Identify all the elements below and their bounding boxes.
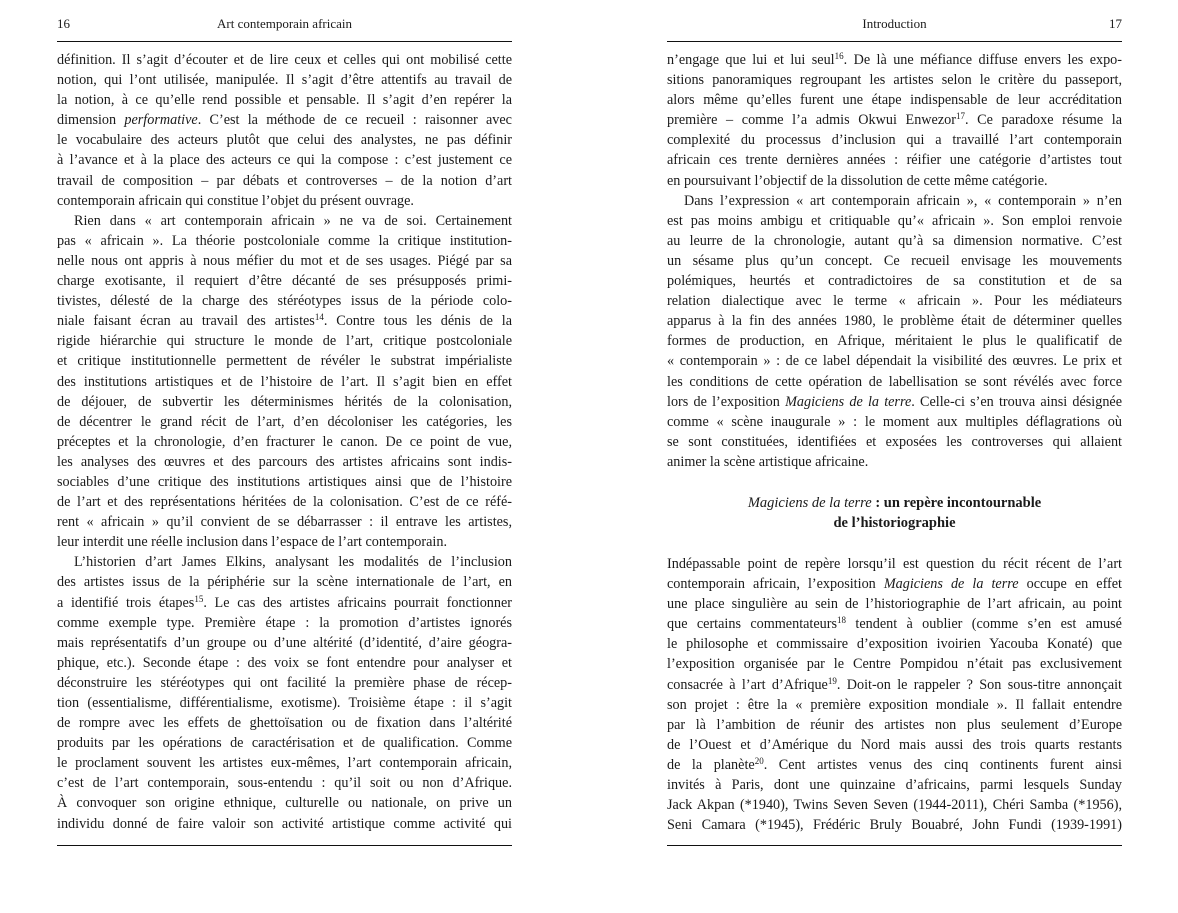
footnote-ref: 18 bbox=[837, 615, 847, 626]
italic-title: Magiciens de la terre bbox=[883, 576, 1019, 593]
section-heading bbox=[667, 493, 1122, 533]
heading-line-2: de l’historiographie bbox=[833, 515, 956, 531]
text-line: sitions panoramiques regroupant les artistes selon le critère du passeport, bbox=[667, 72, 1122, 89]
text-line: Indépassable point de repère lorsqu’il est question du récit récent de l’art bbox=[667, 556, 1122, 572]
text-line: au leurre de la chronologie, autant qu’à sa dimension normative. C’est bbox=[667, 232, 1122, 249]
text-line: travail de composition – par débats et controverses – de la notion d’art bbox=[57, 172, 512, 189]
text-line: niale faisant écran au travail des artistes$^{14}$. Contre tous les dénis de la bbox=[57, 312, 513, 330]
text-line: première – comme l’a admis Okwui Enwezor$^{17}$. Ce paradoxe résume la bbox=[667, 111, 1122, 129]
text-line: de l’Ouest et d’Amérique du Nord mais aussi des trois quarts restants bbox=[667, 736, 1122, 753]
text-line: c’est de l’art contemporain, sous-entendu : qu’il soit ou non d’Afrique. bbox=[57, 775, 512, 792]
text-line: et critique institutionnelle permettent de révéler le substrat impérialiste bbox=[57, 353, 512, 370]
text-line: contemporain africain qui constitue l’objet du présent ouvrage. bbox=[57, 192, 414, 209]
text-line: consacrée à l’art d’Afrique$^{19}$. Doit-on le rappeler ? Son sous-titre annonçait bbox=[667, 675, 1122, 693]
text-line: le philosophe et commissaire d’exposition ivoirien Yacouba Konaté) que bbox=[667, 636, 1122, 653]
text-line: pas « africain ». La théorie postcoloniale comme la critique institution- bbox=[57, 232, 512, 249]
text-line: des institutions artistiques et de l’histoire de l’art. Il s’agit bien en effet bbox=[57, 373, 512, 390]
text-line: a identifié trois étapes$^{15}$. Le cas des artistes africains pourrait fonctionner bbox=[57, 593, 512, 611]
footnote-ref: 20 bbox=[754, 755, 764, 766]
text-line: apparus à la fin des années 1980, le problème était de déterminer quelles bbox=[667, 313, 1122, 330]
text-line: n’engage que lui et lui seul$^{16}$. De là une méfiance diffuse envers les expo- bbox=[667, 51, 1122, 68]
text-line: en poursuivant l’objectif de la dissolution de cette même catégorie. bbox=[667, 172, 1048, 189]
text-line: est pas moins ambigu et critiquable qu’« africain ». Son emploi renvoie bbox=[667, 212, 1122, 229]
text-line: notion, qui l’ont utilisée, manipulée. Il s’agit d’être attentifs au travail de bbox=[57, 72, 512, 89]
text-line: animer la scène artistique africaine. bbox=[667, 453, 869, 470]
text-line: sociables d’une critique des institutions artistiques ainsi que de l’histoire bbox=[57, 473, 512, 490]
text-line: que certains commentateurs$^{18}$ tendent à oublier (comme s’en est amusé bbox=[667, 615, 1122, 633]
footnote-ref: 15 bbox=[194, 593, 204, 604]
text-line: à l’avance et à la place des acteurs ce qui la compose : c’est justement ce bbox=[57, 152, 512, 169]
text-line: comme exemple type. Première étape : la promotion d’artistes ignorés bbox=[57, 614, 512, 631]
text-line: « contemporain » : de ce label dépendait la visibilité des œuvres. Le prix et bbox=[667, 353, 1122, 370]
running-title: Art contemporain africain bbox=[217, 16, 352, 31]
text-line: dimension performative. C’est la méthode de ce recueil : raisonner avec bbox=[57, 112, 512, 129]
text-line: tion (essentialisme, différentialisme, exotisme). Troisième étape : il s’agit bbox=[57, 695, 512, 711]
text-line: le vocabulaire des acteurs plutôt que celui des analystes, ne pas définir bbox=[57, 132, 512, 149]
footer-rule bbox=[667, 845, 1122, 846]
text-line: relation dialectique avec le terme « africain ». Pour les médiateurs bbox=[667, 293, 1122, 310]
right-page bbox=[667, 0, 1122, 913]
running-title: Introduction bbox=[862, 16, 927, 31]
text-line: comme « scène inaugurale » : le moment aux multiples déflagrations où bbox=[667, 413, 1122, 430]
text-line: invités à Paris, dont une quinzaine d’africains, parmi lesquels Sunday bbox=[667, 777, 1122, 794]
text-line: lors de l’exposition Magiciens de la terre. Celle-ci s’en trouva ainsi désignée bbox=[667, 393, 1123, 410]
text-line: déconstruire les stéréotypes qui ont facilité la première phase de récep- bbox=[57, 674, 512, 691]
body-text bbox=[667, 554, 1122, 835]
text-line: se sont constituées, identifiées et exposées les controverses qui allaient bbox=[667, 433, 1122, 450]
text-line: rigide hiérarchie qui structure le monde de l’art, critique postcoloniale bbox=[57, 333, 512, 350]
footer-rule bbox=[57, 845, 512, 846]
page-number: 16 bbox=[57, 16, 70, 31]
text-line: les analyses des œuvres et des parcours des artistes africains sont indis- bbox=[57, 453, 512, 470]
text-line: polémiques, heurtés et contradictoires de sa constitution et de sa bbox=[667, 273, 1122, 290]
text-line: Rien dans « art contemporain africain » ne va de soi. Certainement bbox=[74, 212, 512, 229]
text-line: contemporain africain, l’exposition Magiciens de la terre occupe en effet bbox=[667, 576, 1122, 593]
left-page bbox=[57, 0, 512, 913]
text-line: définition. Il s’agit d’écouter et de lire ceux et celles qui ont mobilisé cette bbox=[57, 52, 512, 68]
italic-title: Magiciens de la terre bbox=[785, 393, 912, 410]
text-line: tivistes, délesté de la charge des stéréotypes issus de la période colo- bbox=[57, 293, 512, 310]
footnote-ref: 16 bbox=[834, 51, 844, 61]
text-line: les conditions de cette opération de labellisation se sont révélés avec force bbox=[667, 373, 1122, 390]
text-line: préceptes et la chronologie, d’en fracturer le canon. De ce point de vue, bbox=[57, 433, 512, 450]
body-text bbox=[667, 50, 1122, 472]
text-line: de décentrer le grand récit de l’art, d’en décoloniser les catégories, les bbox=[57, 413, 512, 430]
text-line: formes de production, en Afrique, méritaient le plus le qualificatif de bbox=[667, 333, 1122, 350]
italic-title: performative bbox=[124, 112, 198, 129]
header-rule bbox=[57, 41, 512, 42]
heading-rest: : un repère incontournable bbox=[871, 495, 1042, 511]
text-line: de rompre avec les effets de ghettoïsation ou de fixation dans l’altérité bbox=[57, 715, 512, 732]
text-line: de déjouer, de subvertir les déterminismes hérités de la colonisation, bbox=[57, 393, 512, 410]
text-line: rent « africain » qu’il convient de se débarrasser : il entrave les artistes, bbox=[57, 514, 512, 531]
running-header bbox=[667, 16, 1122, 34]
text-line: charge exotisante, il requiert d’être décanté de ses présupposés primi- bbox=[57, 273, 512, 290]
text-line: Dans l’expression « art contemporain africain », « contemporain » n’en bbox=[684, 192, 1122, 209]
text-line: son projet : être la « première exposition mondiale ». Il fallait entendre bbox=[667, 696, 1122, 713]
text-line: leur interdit une réelle inclusion dans l’espace de l’art contemporain. bbox=[57, 534, 448, 551]
text-line: de la planète$^{20}$. Cent artistes venus des cinq continents furent ainsi bbox=[667, 755, 1122, 773]
text-line: Seni Camara (*1945), Frédéric Bruly Bouabré, John Fundi (1939-1991) bbox=[667, 817, 1122, 834]
heading-italic: Magiciens de la terre bbox=[747, 495, 872, 511]
running-header bbox=[57, 16, 512, 34]
text-line: Jack Akpan (*1940), Twins Seven Seven (1944-2011), Chéri Samba (*1956), bbox=[667, 797, 1122, 814]
text-line: L’historien d’art James Elkins, analysant les modalités de l’inclusion bbox=[74, 554, 512, 571]
text-line: un sésame plus qu’un concept. Ce recueil envisage les mouvements bbox=[667, 252, 1122, 269]
text-line: produits par les opérations de caractérisation et de qualification. Comme bbox=[57, 735, 512, 752]
text-line: nelle nous ont appris à nous méfier du mot et de ses usages. Piégé par sa bbox=[57, 252, 512, 269]
text-line: alors même qu’elles furent une étape indispensable de leur accréditation bbox=[667, 92, 1122, 109]
header-rule bbox=[667, 41, 1122, 42]
footnote-ref: 19 bbox=[827, 675, 837, 686]
text-line: mais représentatifs d’un groupe ou d’une altérité (d’identité, d’aire géogra- bbox=[57, 634, 512, 651]
text-line: l’exposition organisée par le Centre Pompidou n’était pas exclusivement bbox=[667, 656, 1122, 673]
text-line: par là l’ambition de réunir des artistes non plus seulement d’Europe bbox=[667, 716, 1122, 733]
text-line: complexité du processus d’inclusion qui a travaillé l’art contemporain bbox=[667, 132, 1122, 149]
text-line: de l’art et des représentations héritées de la colonisation. C’est de ce réfé- bbox=[57, 494, 512, 511]
text-line: individu donné de faire valoir son activité artistique comme activité qui bbox=[57, 815, 512, 832]
body-text bbox=[57, 50, 512, 834]
text-line: une place singulière au sein de l’historiographie de l’art africain, au point bbox=[667, 596, 1122, 613]
text-line: phique, etc.). Seconde étape : des voix se font entendre pour analyser et bbox=[57, 654, 512, 671]
page-number: 17 bbox=[1109, 16, 1122, 31]
text-line: le proclament souvent les artistes eux-mêmes, l’art contemporain africain, bbox=[57, 755, 512, 772]
text-line: À convoquer son origine ethnique, culturelle ou nationale, on prive un bbox=[57, 795, 512, 812]
footnote-ref: 14 bbox=[314, 312, 324, 323]
text-line: africain ces trente dernières années : réifier une catégorie d’artistes tout bbox=[667, 152, 1122, 169]
text-line: des artistes issus de la périphérie sur la scène internationale de l’art, en bbox=[57, 574, 512, 591]
footnote-ref: 17 bbox=[955, 111, 965, 122]
text-line: la notion, à ce qu’elle rend possible et pensable. Il s’agit d’en repérer la bbox=[57, 92, 512, 109]
